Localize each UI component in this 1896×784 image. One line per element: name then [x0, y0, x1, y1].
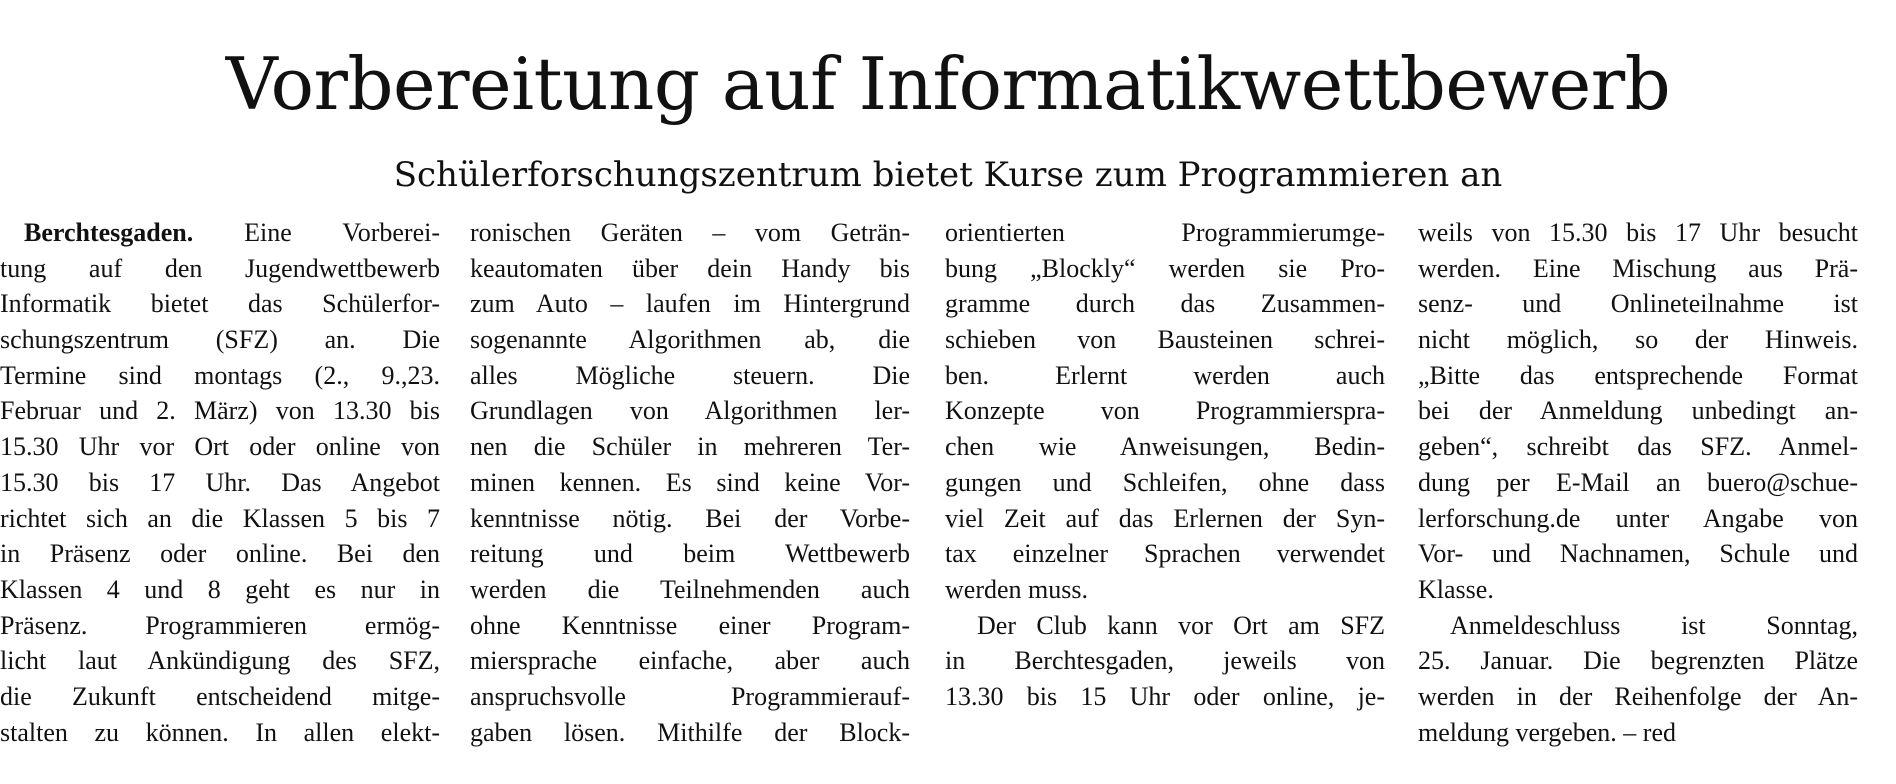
text-line: licht laut Ankündigung des SFZ,: [0, 646, 440, 676]
text-line: Februar und 2. März) von 13.30 bis: [0, 396, 440, 426]
text-line: sogenannte Algorithmen ab, die: [470, 325, 910, 355]
article-column-2: [470, 215, 910, 755]
article-column-1: [0, 215, 440, 755]
text-line: ronischen Geräten – vom Geträn-: [470, 218, 910, 247]
text-line: weils von 15.30 bis 17 Uhr besucht: [1418, 218, 1858, 247]
text-line: werden in der Reihenfolge der An-: [1418, 681, 1858, 711]
text-line: Termine sind montags (2., 9.,23.: [0, 360, 440, 390]
subheadline: Schülerforschungszentrum bietet Kurse zum Programmieren an: [393, 155, 1503, 195]
text-line: gaben lösen. Mithilfe der Block-: [470, 717, 910, 747]
text-line: reitung und beim Wettbewerb: [470, 539, 910, 569]
text-line: Präsenz. Programmieren ermög-: [0, 610, 440, 640]
text-line: dung per E-Mail an buero@schue-: [1418, 467, 1858, 497]
text-line: orientierten Programmierumge-: [945, 218, 1385, 247]
text-line: 25. Januar. Die begrenzten Plätze: [1418, 646, 1858, 676]
text-line: alles Mögliche steuern. Die: [470, 360, 910, 390]
text-line: Klasse.: [1418, 574, 1494, 604]
article-column-3: [945, 215, 1385, 755]
text-line: ohne Kenntnisse einer Program-: [470, 610, 910, 640]
text-line: werden die Teilnehmenden auch: [470, 574, 910, 604]
text-line: chen wie Anweisungen, Bedin-: [945, 432, 1385, 462]
text-line: Konzepte von Programmierspra-: [945, 396, 1385, 426]
article-column-4: [1418, 215, 1858, 755]
text-line: nen die Schüler in mehreren Ter-: [470, 432, 910, 462]
text-line: richtet sich an die Klassen 5 bis 7: [0, 503, 440, 533]
text-line: lerforschung.de unter Angabe von: [1418, 503, 1858, 533]
text-line: werden. Eine Mischung aus Prä-: [1418, 253, 1858, 283]
text-line: nicht möglich, so der Hinweis.: [1418, 325, 1858, 355]
text-line: minen kennen. Es sind keine Vor-: [470, 467, 910, 497]
text-line: werden muss.: [945, 574, 1088, 604]
text-line: „Bitte das entsprechende Format: [1418, 360, 1858, 390]
text-line: stalten zu können. In allen elekt-: [0, 717, 440, 747]
text-line: senz- und Onlineteilnahme ist: [1418, 289, 1858, 319]
text-line: keautomaten über dein Handy bis: [470, 253, 910, 283]
text-line: schungszentrum (SFZ) an. Die: [0, 325, 440, 355]
text-line: Klassen 4 und 8 geht es nur in: [0, 574, 440, 604]
text-line: gramme durch das Zusammen-: [945, 289, 1385, 319]
text-line: Vor- und Nachnamen, Schule und: [1418, 539, 1858, 569]
text-line: in Berchtesgaden, jeweils von: [945, 646, 1385, 676]
text-line: schieben von Bausteinen schrei-: [945, 325, 1385, 355]
dateline: Berchtesgaden.: [24, 218, 194, 247]
text-line: [1418, 715, 1858, 751]
text-line: viel Zeit auf das Erlernen der Syn-: [945, 503, 1385, 533]
text-line: Berchtesgaden. Eine Vorberei-: [24, 218, 440, 247]
text-line: 15.30 Uhr vor Ort oder online von: [0, 432, 440, 462]
text-line: tax einzelner Sprachen verwendet: [945, 539, 1385, 569]
text-line: 13.30 bis 15 Uhr oder online, je-: [945, 681, 1385, 711]
text-line: kenntnisse nötig. Bei der Vorbe-: [470, 503, 910, 533]
text-line: tung auf den Jugendwettbewerb: [0, 253, 440, 283]
text-line: Informatik bietet das Schülerfor-: [0, 289, 440, 319]
text-line: in Präsenz oder online. Bei den: [0, 539, 440, 569]
text-line: Grundlagen von Algorithmen ler-: [470, 396, 910, 426]
text-line: geben“, schreibt das SFZ. Anmel-: [1418, 432, 1858, 462]
text-line: zum Auto – laufen im Hintergrund: [470, 289, 910, 319]
headline: Vorbereitung auf Informatikwettbewerb: [225, 42, 1671, 126]
byline: – red: [1623, 717, 1676, 747]
text-line: 15.30 bis 17 Uhr. Das Angebot: [0, 467, 440, 497]
text-fragment: meldung vergeben.: [1418, 717, 1617, 747]
text-line: anspruchsvolle Programmierauf-: [470, 681, 910, 711]
text-line: gungen und Schleifen, ohne dass: [945, 467, 1385, 497]
text-line: ben. Erlernt werden auch: [945, 360, 1385, 390]
text-line: Anmeldeschluss ist Sonntag,: [1450, 610, 1858, 640]
text-line: miersprache einfache, aber auch: [470, 646, 910, 676]
text-line: Der Club kann vor Ort am SFZ: [977, 610, 1385, 640]
text-line: bung „Blockly“ werden sie Pro-: [945, 253, 1385, 283]
text-line: die Zukunft entscheidend mitge-: [0, 681, 440, 711]
text-line: bei der Anmeldung unbedingt an-: [1418, 396, 1858, 426]
